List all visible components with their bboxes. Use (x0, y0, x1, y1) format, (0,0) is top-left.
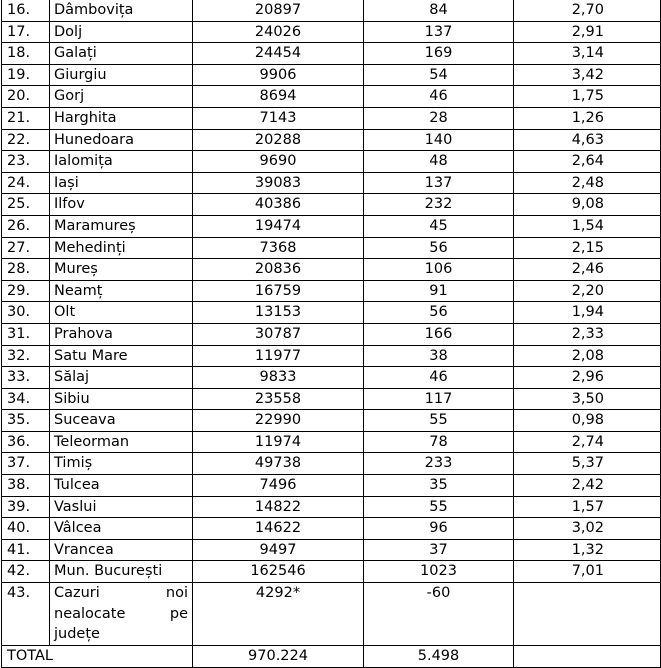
rate-value (514, 583, 661, 646)
county-name: Mehedinți (50, 237, 193, 259)
table-row (2, 194, 661, 216)
population-value: 24454 (193, 43, 364, 65)
row-number: 30. (2, 302, 50, 324)
table-row (2, 561, 661, 583)
table-row (2, 64, 661, 86)
cases-value: 45 (364, 215, 514, 237)
population-value: 19474 (193, 215, 364, 237)
row-number: 29. (2, 280, 50, 302)
table-row (2, 410, 661, 432)
cases-value: 96 (364, 518, 514, 540)
cases-value: 55 (364, 496, 514, 518)
rate-value: 1,94 (514, 302, 661, 324)
total-row (2, 646, 661, 668)
cases-value: 106 (364, 259, 514, 281)
county-name: Sălaj (50, 367, 193, 389)
population-value: 23558 (193, 388, 364, 410)
row-number: 26. (2, 215, 50, 237)
population-value: 8694 (193, 86, 364, 108)
cases-value: 46 (364, 367, 514, 389)
cases-value: 232 (364, 194, 514, 216)
table-row (2, 431, 661, 453)
unallocated-label: Cazuri noi nealocate pe județe (50, 583, 193, 646)
row-number: 35. (2, 410, 50, 432)
rate-value: 1,32 (514, 539, 661, 561)
row-number: 20. (2, 86, 50, 108)
population-value: 49738 (193, 453, 364, 475)
population-value: 24026 (193, 21, 364, 43)
total-label: TOTAL (2, 646, 193, 668)
row-number: 16. (2, 0, 50, 21)
row-number: 40. (2, 518, 50, 540)
population-value: 30787 (193, 323, 364, 345)
table-row (2, 280, 661, 302)
rate-value: 2,96 (514, 367, 661, 389)
cases-value: 28 (364, 107, 514, 129)
population-value: 40386 (193, 194, 364, 216)
total-cases: 5.498 (364, 646, 514, 668)
rate-value: 1,54 (514, 215, 661, 237)
rate-value: 2,08 (514, 345, 661, 367)
row-number: 43. (2, 583, 50, 646)
cases-value: 78 (364, 431, 514, 453)
row-number: 17. (2, 21, 50, 43)
population-value: 11977 (193, 345, 364, 367)
row-number: 24. (2, 172, 50, 194)
cases-value: 54 (364, 64, 514, 86)
county-cases-table (1, 0, 661, 668)
rate-value: 2,91 (514, 21, 661, 43)
rate-value: 5,37 (514, 453, 661, 475)
table-row (2, 43, 661, 65)
cases-value: 91 (364, 280, 514, 302)
row-number: 23. (2, 151, 50, 173)
cases-value: 166 (364, 323, 514, 345)
row-number: 41. (2, 539, 50, 561)
cases-value: 169 (364, 43, 514, 65)
rate-value: 3,42 (514, 64, 661, 86)
county-name: Maramureș (50, 215, 193, 237)
cases-value: 137 (364, 21, 514, 43)
table-row (2, 151, 661, 173)
total-population: 970.224 (193, 646, 364, 668)
rate-value: 2,70 (514, 0, 661, 21)
population-value: 22990 (193, 410, 364, 432)
county-name: Prahova (50, 323, 193, 345)
county-name: Sibiu (50, 388, 193, 410)
rate-value: 3,50 (514, 388, 661, 410)
county-name: Harghita (50, 107, 193, 129)
population-value: 7143 (193, 107, 364, 129)
county-name: Ilfov (50, 194, 193, 216)
cases-value: 140 (364, 129, 514, 151)
rate-value: 1,57 (514, 496, 661, 518)
county-name: Neamț (50, 280, 193, 302)
table-row (2, 518, 661, 540)
table-row (2, 388, 661, 410)
cases-value: -60 (364, 583, 514, 646)
table-row (2, 0, 661, 21)
population-value: 20897 (193, 0, 364, 21)
rate-value: 2,74 (514, 431, 661, 453)
county-name: Mun. București (50, 561, 193, 583)
county-name: Iași (50, 172, 193, 194)
county-name: Vâlcea (50, 518, 193, 540)
population-value: 14822 (193, 496, 364, 518)
population-value: 9906 (193, 64, 364, 86)
row-number: 33. (2, 367, 50, 389)
cases-value: 46 (364, 86, 514, 108)
population-value: 39083 (193, 172, 364, 194)
rate-value: 1,75 (514, 86, 661, 108)
population-value: 20836 (193, 259, 364, 281)
rate-value: 9,08 (514, 194, 661, 216)
cases-value: 117 (364, 388, 514, 410)
cases-value: 56 (364, 302, 514, 324)
unallocated-row (2, 583, 661, 646)
county-name: Ialomița (50, 151, 193, 173)
row-number: 28. (2, 259, 50, 281)
cases-value: 84 (364, 0, 514, 21)
row-number: 38. (2, 475, 50, 497)
cases-value: 1023 (364, 561, 514, 583)
table-row (2, 172, 661, 194)
cases-value: 137 (364, 172, 514, 194)
population-value: 13153 (193, 302, 364, 324)
rate-value: 2,48 (514, 172, 661, 194)
table-row (2, 345, 661, 367)
county-name: Hunedoara (50, 129, 193, 151)
population-value: 20288 (193, 129, 364, 151)
county-name: Dolj (50, 21, 193, 43)
population-value: 7496 (193, 475, 364, 497)
rate-value: 2,64 (514, 151, 661, 173)
county-name: Galați (50, 43, 193, 65)
county-name: Suceava (50, 410, 193, 432)
table-row (2, 323, 661, 345)
row-number: 42. (2, 561, 50, 583)
table-row (2, 475, 661, 497)
rate-value: 4,63 (514, 129, 661, 151)
population-value: 11974 (193, 431, 364, 453)
county-name: Dâmbovița (50, 0, 193, 21)
county-name: Tulcea (50, 475, 193, 497)
row-number: 21. (2, 107, 50, 129)
rate-value: 2,42 (514, 475, 661, 497)
rate-value: 2,20 (514, 280, 661, 302)
cases-value: 37 (364, 539, 514, 561)
cases-value: 48 (364, 151, 514, 173)
rate-value: 2,46 (514, 259, 661, 281)
row-number: 32. (2, 345, 50, 367)
row-number: 25. (2, 194, 50, 216)
row-number: 37. (2, 453, 50, 475)
cases-value: 35 (364, 475, 514, 497)
table-row (2, 302, 661, 324)
row-number: 22. (2, 129, 50, 151)
cases-value: 233 (364, 453, 514, 475)
cases-value: 38 (364, 345, 514, 367)
rate-value: 1,26 (514, 107, 661, 129)
table-body (2, 0, 661, 583)
table-row (2, 367, 661, 389)
county-name: Timiș (50, 453, 193, 475)
table-row (2, 259, 661, 281)
table-row (2, 237, 661, 259)
cases-value: 55 (364, 410, 514, 432)
rate-value: 2,33 (514, 323, 661, 345)
total-rate (514, 646, 661, 668)
county-name: Vaslui (50, 496, 193, 518)
population-value: 162546 (193, 561, 364, 583)
table-row (2, 539, 661, 561)
cases-value: 56 (364, 237, 514, 259)
row-number: 19. (2, 64, 50, 86)
population-value: 9497 (193, 539, 364, 561)
population-value: 9833 (193, 367, 364, 389)
county-name: Olt (50, 302, 193, 324)
county-name: Vrancea (50, 539, 193, 561)
rate-value: 2,15 (514, 237, 661, 259)
row-number: 27. (2, 237, 50, 259)
county-name: Mureș (50, 259, 193, 281)
county-name: Giurgiu (50, 64, 193, 86)
population-value: 16759 (193, 280, 364, 302)
population-value: 4292* (193, 583, 364, 646)
rate-value: 3,02 (514, 518, 661, 540)
county-name: Teleorman (50, 431, 193, 453)
row-number: 34. (2, 388, 50, 410)
county-name: Satu Mare (50, 345, 193, 367)
row-number: 39. (2, 496, 50, 518)
rate-value: 0,98 (514, 410, 661, 432)
rate-value: 3,14 (514, 43, 661, 65)
table-row (2, 21, 661, 43)
county-name: Gorj (50, 86, 193, 108)
row-number: 31. (2, 323, 50, 345)
table-row (2, 107, 661, 129)
table-row (2, 86, 661, 108)
table-row (2, 453, 661, 475)
table-row (2, 129, 661, 151)
population-value: 7368 (193, 237, 364, 259)
population-value: 14622 (193, 518, 364, 540)
rate-value: 7,01 (514, 561, 661, 583)
table-row (2, 215, 661, 237)
row-number: 18. (2, 43, 50, 65)
table-row (2, 496, 661, 518)
population-value: 9690 (193, 151, 364, 173)
row-number: 36. (2, 431, 50, 453)
